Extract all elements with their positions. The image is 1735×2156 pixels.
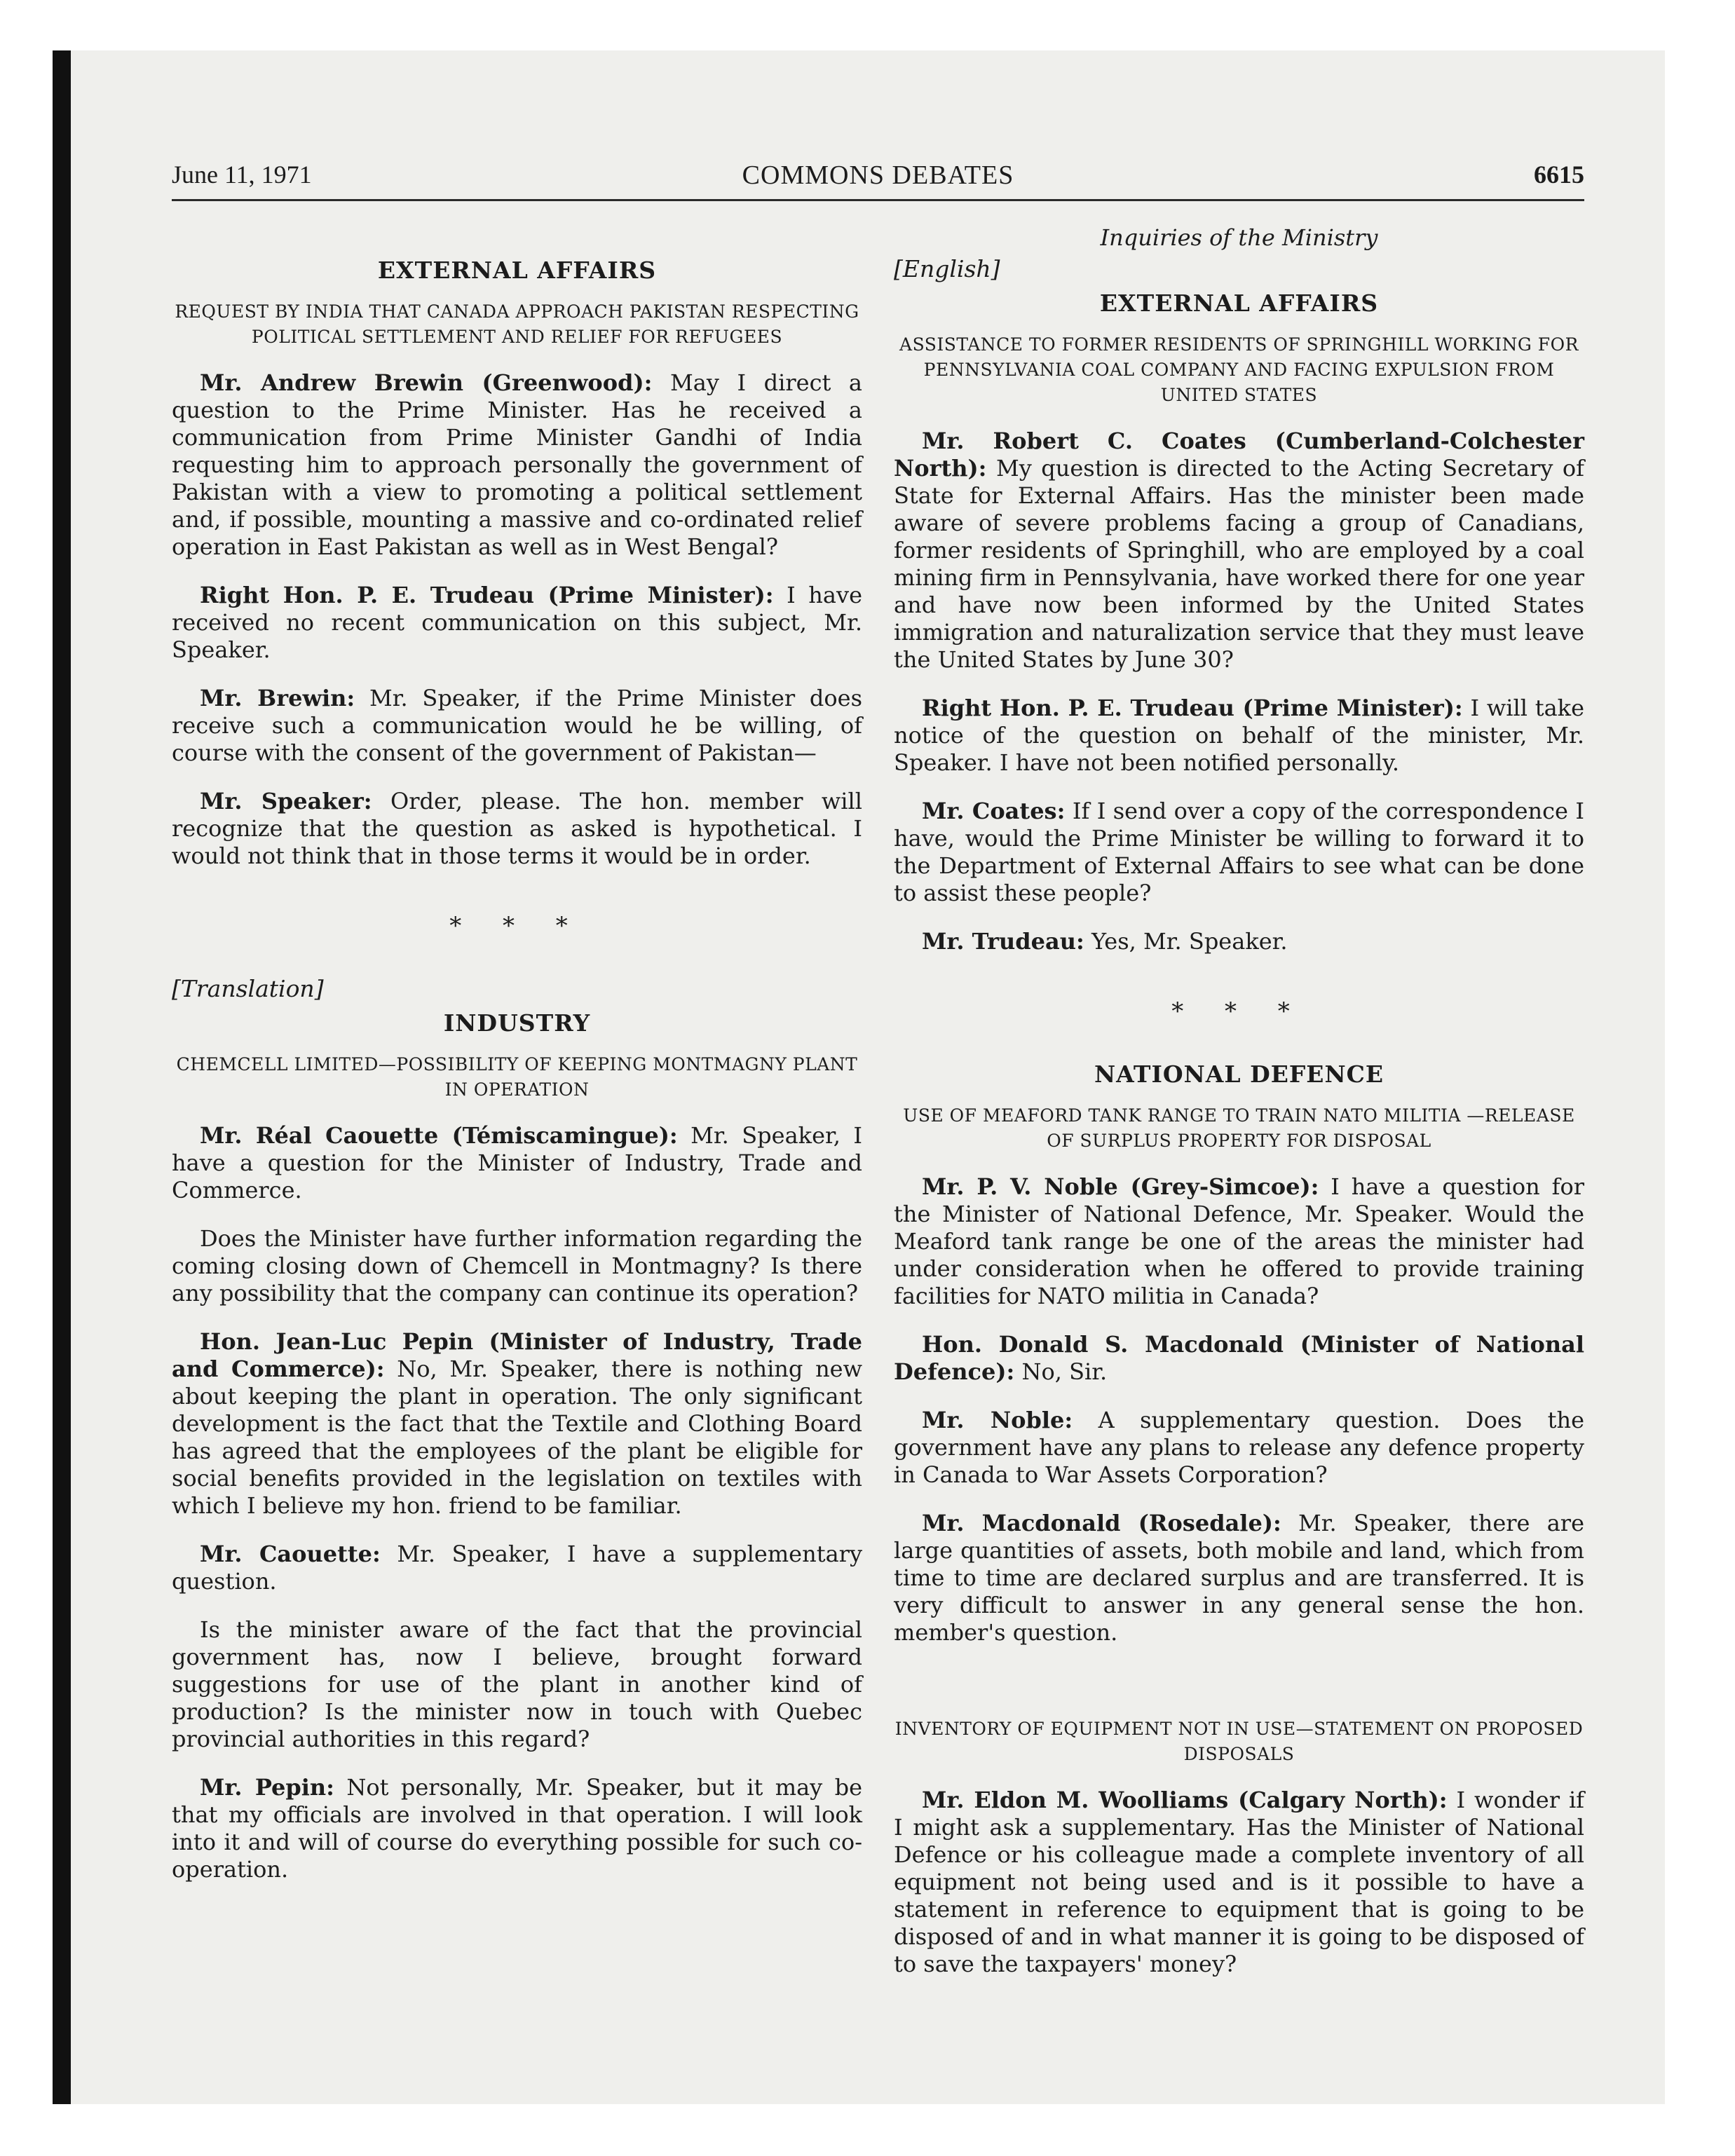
section-subhead: CHEMCELL LIMITED—POSSIBILITY OF KEEPING MONTMAGNY PLANT IN OPERATION [176, 1054, 858, 1100]
speaker-name: Hon. Jean-Luc Pepin (Minister of Industry, Trade and Commerce): [172, 1328, 862, 1382]
speech-text: I have received no recent communication on this subject, Mr. Speaker. [172, 582, 862, 663]
speaker-name: Mr. P. V. Noble (Grey-Simcoe): [922, 1173, 1319, 1200]
speech-text: I wonder if I might ask a supplementary. Has the Minister of National Defence or his colleague made a complete inventory of all equipment not being used and is it possible to have a statement in reference to equipment that is going to be disposed of and in what manner it is going to be disposed of to save the taxpayers' money? [894, 1787, 1585, 1977]
section-subhead: USE OF MEAFORD TANK RANGE TO TRAIN NATO MILITIA —RELEASE OF SURPLUS PROPERTY FOR DISPOSAL [903, 1105, 1575, 1151]
running-head: Inquiries of the Ministry [1100, 224, 1378, 251]
speech-text: Not personally, Mr. Speaker, but it may be that my officials are involved in that operation. I will look into it and will of course do everything possible for such co-operation. [172, 1774, 863, 1883]
speech-text: I have a question for the Minister of National Defence, Mr. Speaker. Would the Meaford tank range be one of the areas the minister had under consideration when he offered to provide training facilities for NATO militia in Canada? [894, 1173, 1585, 1309]
speech-paragraph [172, 685, 862, 767]
speaker-name: Mr. Brewin: [200, 685, 355, 711]
speaker-name: Mr. Trudeau: [922, 928, 1084, 955]
speaker-name: Mr. Andrew Brewin (Greenwood): [200, 369, 653, 396]
section-subhead: REQUEST BY INDIA THAT CANADA APPROACH PAKISTAN RESPECTING POLITICAL SETTLEMENT AND RELIEF FOR REFUGEES [175, 301, 859, 347]
speech-paragraph [172, 369, 862, 561]
speech-text: Mr. Speaker, there are large quantities of assets, both mobile and land, which from time to time are declared surplus and are transferred. It is very difficult to answer in any general sense the hon. member's question. [894, 1510, 1585, 1646]
header-date: June 11, 1971 [172, 161, 312, 189]
language-marker: [English] [894, 255, 1000, 282]
speech-text: Mr. Speaker, if the Prime Minister does receive such a communication would he be willing, of course with the consent of the government of Pakistan— [172, 685, 863, 766]
speech-text: Does the Minister have further information regarding the coming closing down of Chemcell in Montmagny? Is there any possibility that the company can continue its operation? [172, 1225, 862, 1306]
speech-paragraph [172, 1328, 862, 1520]
section-separator: * * * [1171, 997, 1307, 1025]
speech-paragraph [172, 788, 862, 870]
section-subhead: INVENTORY OF EQUIPMENT NOT IN USE—STATEMENT ON PROPOSED DISPOSALS [894, 1719, 1584, 1764]
speech-paragraph [172, 1122, 862, 1204]
header-journal-title: COMMONS DEBATES [742, 161, 1014, 190]
speech-text: If I send over a copy of the correspondence I have, would the Prime Minister be willing to forward it to the Department of External Affairs to see what can be done to assist these people? [894, 798, 1585, 906]
section-gap [894, 1667, 1584, 1681]
speech-paragraph [894, 1787, 1584, 1978]
speech-paragraph [172, 1774, 862, 1883]
speech-text: A supplementary question. Does the government have any plans to release any defence property in Canada to War Assets Corporation? [894, 1407, 1585, 1488]
header-page-number: 6615 [1534, 161, 1584, 189]
section-subhead: ASSISTANCE TO FORMER RESIDENTS OF SPRINGHILL WORKING FOR PENNSYLVANIA COAL COMPANY AND FACING EXPULSION FROM UNITED STATES [899, 334, 1579, 405]
speech-paragraph [894, 695, 1584, 777]
section-title: EXTERNAL AFFAIRS [377, 257, 657, 284]
page-header [172, 160, 1584, 201]
speech-text: Yes, Mr. Speaker. [1091, 928, 1288, 955]
speech-paragraph [894, 1510, 1584, 1646]
speaker-name: Mr. Speaker: [200, 788, 372, 814]
section-separator: * * * [449, 912, 585, 940]
speech-paragraph [894, 798, 1584, 907]
speaker-name: Mr. Eldon M. Woolliams (Calgary North): [922, 1787, 1448, 1813]
speech-text: Is the minister aware of the fact that the provincial government has, now I believe, brought forward suggestions for use of the plant in another kind of production? Is the minister now in touch with Quebec provincial authorities in this regard? [172, 1616, 862, 1752]
speech-text: Mr. Speaker, I have a supplementary question. [172, 1541, 863, 1595]
speech-paragraph [894, 1173, 1584, 1310]
speech-paragraph [894, 1331, 1584, 1386]
speech-text: I will take notice of the question on behalf of the minister, Mr. Speaker. I have not been notified personally. [894, 695, 1585, 776]
section-title: EXTERNAL AFFAIRS [1099, 289, 1379, 317]
speaker-name: Mr. Caouette: [200, 1541, 381, 1567]
speech-paragraph [172, 1616, 862, 1753]
speaker-name: Mr. Macdonald (Rosedale): [922, 1510, 1281, 1536]
speaker-name: Mr. Coates: [922, 798, 1066, 824]
speech-text: No, Sir. [1021, 1358, 1108, 1385]
speech-text: No, Mr. Speaker, there is nothing new about keeping the plant in operation. The only significant development is the fact that the Textile and Clothing Board has agreed that the employees of the plant be eligible for social benefits provided in the legislation on textiles with which I believe my hon. friend to be familiar. [172, 1356, 863, 1519]
speech-paragraph [172, 1541, 862, 1595]
speech-text: My question is directed to the Acting Secretary of State for External Affairs. Has the minister been made aware of severe problems facing a group of Canadians, former residents of Springhill, who are employed by a coal mining firm in Pennsylvania, have worked there for one year and have now been informed by the United States immigration and naturalization service that they must leave the United States by June 30? [894, 455, 1585, 673]
section-title: INDUSTRY [443, 1009, 591, 1037]
left-column [172, 224, 862, 1904]
speech-text: Mr. Speaker, I have a question for the Minister of Industry, Trade and Commerce. [172, 1122, 863, 1203]
speech-paragraph [894, 928, 1584, 955]
speaker-name: Mr. Réal Caouette (Témiscamingue): [200, 1122, 678, 1149]
speech-paragraph [172, 582, 862, 664]
speaker-name: Right Hon. P. E. Trudeau (Prime Minister): [922, 695, 1463, 721]
speech-paragraph [894, 1407, 1584, 1489]
speech-text: Order, please. The hon. member will recognize that the question as asked is hypothetical. I would not think that in those terms it would be in order. [172, 788, 863, 869]
section-title: NATIONAL DEFENCE [1094, 1060, 1384, 1088]
scan-edge [53, 50, 71, 2104]
speaker-name: Hon. Donald S. Macdonald (Minister of National Defence): [894, 1331, 1584, 1385]
speech-text: May I direct a question to the Prime Minister. Has he received a communication from Prime Minister Gandhi of India requesting him to approach personally the government of Pakistan with a view to promoting a political settlement and, if possible, mounting a massive and co-ordinated relief operation in East Pakistan as well as in West Bengal? [172, 369, 863, 560]
speaker-name: Mr. Pepin: [200, 1774, 334, 1801]
language-marker: [Translation] [172, 975, 324, 1002]
right-column [894, 224, 1584, 1999]
speaker-name: Mr. Noble: [922, 1407, 1073, 1433]
speaker-name: Right Hon. P. E. Trudeau (Prime Minister): [200, 582, 774, 608]
speaker-name: Mr. Robert C. Coates (Cumberland-Colchester North): [894, 428, 1584, 482]
speech-paragraph [894, 428, 1584, 674]
speech-paragraph [172, 1225, 862, 1307]
